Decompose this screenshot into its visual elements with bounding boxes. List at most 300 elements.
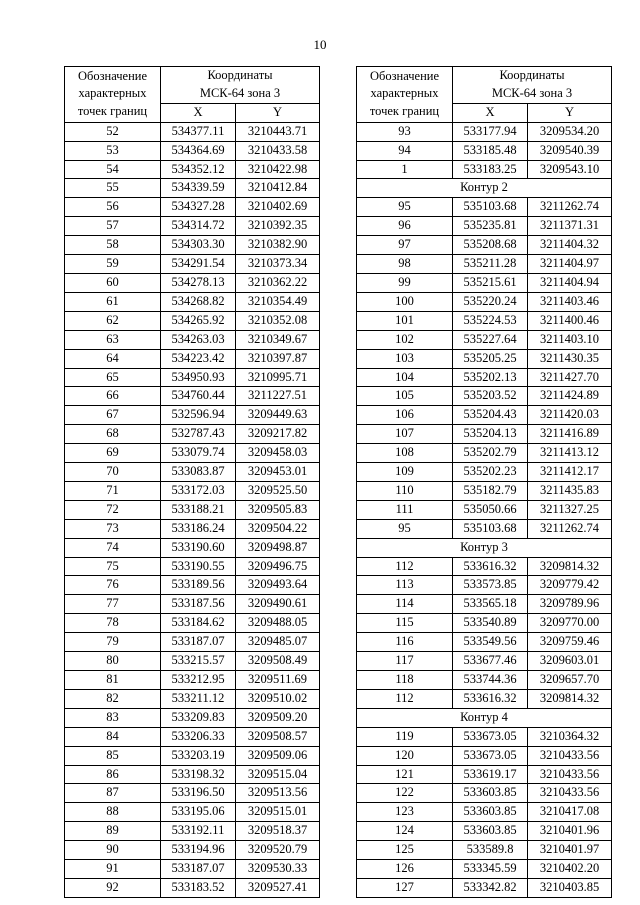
y-coordinate-cell: 3209520.79 [236, 841, 320, 860]
point-number-cell: 74 [65, 538, 161, 557]
x-coordinate-cell: 533603.85 [453, 784, 528, 803]
x-coordinate-cell: 534223.42 [161, 349, 236, 368]
point-number-cell: 77 [65, 595, 161, 614]
y-coordinate-cell: 3210392.35 [236, 217, 320, 236]
point-number-cell: 98 [357, 255, 453, 274]
header-line: характерных [370, 86, 439, 101]
x-coordinate-cell: 533177.94 [453, 122, 528, 141]
table-row [357, 481, 612, 500]
x-coordinate-cell: 533186.24 [161, 519, 236, 538]
y-coordinate-cell: 3211412.17 [528, 463, 612, 482]
point-number-cell: 106 [357, 406, 453, 425]
point-number-cell: 82 [65, 689, 161, 708]
y-coordinate-cell: 3209540.39 [528, 141, 612, 160]
x-coordinate-cell: 533206.33 [161, 727, 236, 746]
table-row [65, 784, 320, 803]
x-coordinate-cell: 534950.93 [161, 368, 236, 387]
x-coordinate-cell: 533673.05 [453, 727, 528, 746]
table-row [65, 217, 320, 236]
table-row [357, 689, 612, 708]
y-coordinate-cell: 3210364.32 [528, 727, 612, 746]
y-coordinate-cell: 3209217.82 [236, 425, 320, 444]
y-coordinate-cell: 3209509.20 [236, 708, 320, 727]
x-coordinate-cell: 533172.03 [161, 481, 236, 500]
y-coordinate-cell: 3211403.10 [528, 330, 612, 349]
point-designation-header [65, 67, 161, 123]
contour-row [357, 538, 612, 557]
table-row [65, 330, 320, 349]
point-number-cell: 81 [65, 671, 161, 690]
x-coordinate-cell: 533549.56 [453, 633, 528, 652]
y-coordinate-cell: 3209493.64 [236, 576, 320, 595]
x-coordinate-cell: 533196.50 [161, 784, 236, 803]
y-coordinate-cell: 3211227.51 [236, 387, 320, 406]
header-line: Обозначение [77, 68, 148, 83]
y-coordinate-cell: 3209530.33 [236, 860, 320, 879]
point-number-cell: 73 [65, 519, 161, 538]
y-coordinate-cell: 3210433.56 [528, 765, 612, 784]
x-coordinate-cell: 533619.17 [453, 765, 528, 784]
table-row [65, 368, 320, 387]
point-number-cell: 108 [357, 444, 453, 463]
x-coordinate-cell: 534278.13 [161, 273, 236, 292]
table-row [65, 179, 320, 198]
x-coordinate-cell: 535235.81 [453, 217, 528, 236]
x-coordinate-cell: 533194.96 [161, 841, 236, 860]
x-coordinate-cell: 533211.12 [161, 689, 236, 708]
point-number-cell: 120 [357, 746, 453, 765]
x-coordinate-cell: 534268.82 [161, 292, 236, 311]
y-coordinate-cell: 3210422.98 [236, 160, 320, 179]
coordinates-header [161, 67, 320, 104]
point-number-cell: 66 [65, 387, 161, 406]
y-coordinate-cell: 3209505.83 [236, 500, 320, 519]
x-coordinate-cell: 532596.94 [161, 406, 236, 425]
x-coordinate-cell: 533203.19 [161, 746, 236, 765]
table-row [357, 198, 612, 217]
table-row [357, 444, 612, 463]
x-coordinate-cell: 533198.32 [161, 765, 236, 784]
y-coordinate-cell: 3210412.84 [236, 179, 320, 198]
point-number-cell: 122 [357, 784, 453, 803]
x-coordinate-cell: 533342.82 [453, 878, 528, 897]
table-row [357, 463, 612, 482]
point-number-cell: 61 [65, 292, 161, 311]
y-coordinate-cell: 3211327.25 [528, 500, 612, 519]
x-coordinate-cell: 533345.59 [453, 860, 528, 879]
x-coordinate-cell: 534263.03 [161, 330, 236, 349]
table-row [65, 765, 320, 784]
table-row [357, 273, 612, 292]
y-coordinate-cell: 3210433.56 [528, 784, 612, 803]
point-number-cell: 1 [357, 160, 453, 179]
y-coordinate-cell: 3209770.00 [528, 614, 612, 633]
y-coordinate-cell: 3209504.22 [236, 519, 320, 538]
table-row [357, 387, 612, 406]
x-coordinate-cell: 533190.60 [161, 538, 236, 557]
point-number-cell: 86 [65, 765, 161, 784]
table-row [65, 689, 320, 708]
x-coordinate-cell: 535204.13 [453, 425, 528, 444]
point-number-cell: 93 [357, 122, 453, 141]
point-number-cell: 56 [65, 198, 161, 217]
table-row [65, 822, 320, 841]
table-row [65, 671, 320, 690]
point-number-cell: 91 [65, 860, 161, 879]
x-coordinate-cell: 535220.24 [453, 292, 528, 311]
x-coordinate-cell: 533083.87 [161, 463, 236, 482]
y-coordinate-cell: 3211404.97 [528, 255, 612, 274]
point-number-cell: 104 [357, 368, 453, 387]
x-coordinate-cell: 533744.36 [453, 671, 528, 690]
y-coordinate-cell: 3211413.12 [528, 444, 612, 463]
point-number-cell: 107 [357, 425, 453, 444]
point-number-cell: 121 [357, 765, 453, 784]
y-coordinate-cell: 3210352.08 [236, 311, 320, 330]
y-coordinate-cell: 3209509.06 [236, 746, 320, 765]
x-coordinate-cell: 533187.56 [161, 595, 236, 614]
point-number-cell: 113 [357, 576, 453, 595]
y-coordinate-cell: 3211427.70 [528, 368, 612, 387]
table-row [357, 860, 612, 879]
point-number-cell: 126 [357, 860, 453, 879]
point-number-cell: 58 [65, 236, 161, 255]
x-coordinate-cell: 533183.52 [161, 878, 236, 897]
x-coordinate-cell: 535203.52 [453, 387, 528, 406]
table-row [65, 122, 320, 141]
point-number-cell: 63 [65, 330, 161, 349]
x-coordinate-cell: 535211.28 [453, 255, 528, 274]
x-coordinate-cell: 535202.13 [453, 368, 528, 387]
x-coordinate-cell: 535103.68 [453, 198, 528, 217]
table-row [65, 746, 320, 765]
point-number-cell: 57 [65, 217, 161, 236]
point-number-cell: 83 [65, 708, 161, 727]
point-number-cell: 95 [357, 519, 453, 538]
x-coordinate-cell: 535050.66 [453, 500, 528, 519]
header-line: точек границ [369, 104, 440, 119]
point-number-cell: 89 [65, 822, 161, 841]
table-row [65, 255, 320, 274]
point-number-cell: 64 [65, 349, 161, 368]
table-row [357, 425, 612, 444]
header-line: точек границ [77, 104, 148, 119]
x-coordinate-cell: 533188.21 [161, 500, 236, 519]
x-coordinate-cell: 535204.43 [453, 406, 528, 425]
x-coordinate-cell: 533616.32 [453, 689, 528, 708]
coordinates-table-right [356, 66, 612, 898]
x-coordinate-cell: 533673.05 [453, 746, 528, 765]
table-row [357, 217, 612, 236]
y-header: Y [528, 103, 612, 122]
table-row [357, 652, 612, 671]
point-number-cell: 100 [357, 292, 453, 311]
y-coordinate-cell: 3210382.90 [236, 236, 320, 255]
table-row [357, 727, 612, 746]
y-coordinate-cell: 3211403.46 [528, 292, 612, 311]
point-number-cell: 95 [357, 198, 453, 217]
y-coordinate-cell: 3210401.97 [528, 841, 612, 860]
contour-label: Контур 4 [357, 708, 612, 727]
table-row [357, 841, 612, 860]
y-coordinate-cell: 3209508.49 [236, 652, 320, 671]
point-number-cell: 78 [65, 614, 161, 633]
x-coordinate-cell: 533187.07 [161, 633, 236, 652]
point-number-cell: 99 [357, 273, 453, 292]
point-number-cell: 55 [65, 179, 161, 198]
table-row [65, 425, 320, 444]
y-coordinate-cell: 3211371.31 [528, 217, 612, 236]
y-coordinate-cell: 3209515.04 [236, 765, 320, 784]
point-number-cell: 103 [357, 349, 453, 368]
point-number-cell: 127 [357, 878, 453, 897]
y-coordinate-cell: 3211420.03 [528, 406, 612, 425]
y-coordinate-cell: 3209779.42 [528, 576, 612, 595]
y-coordinate-cell: 3209488.05 [236, 614, 320, 633]
y-coordinate-cell: 3210373.34 [236, 255, 320, 274]
point-number-cell: 80 [65, 652, 161, 671]
x-coordinate-cell: 533187.07 [161, 860, 236, 879]
header-line: Координаты [499, 68, 565, 82]
point-number-cell: 125 [357, 841, 453, 860]
point-number-cell: 110 [357, 481, 453, 500]
x-coordinate-cell: 533573.85 [453, 576, 528, 595]
table-row [65, 387, 320, 406]
point-number-cell: 60 [65, 273, 161, 292]
table-row [65, 406, 320, 425]
y-coordinate-cell: 3211435.83 [528, 481, 612, 500]
table-row [357, 557, 612, 576]
point-number-cell: 112 [357, 689, 453, 708]
x-coordinate-cell: 534265.92 [161, 311, 236, 330]
point-number-cell: 92 [65, 878, 161, 897]
point-number-cell: 90 [65, 841, 161, 860]
y-coordinate-cell: 3209449.63 [236, 406, 320, 425]
coordinates-header [453, 67, 612, 104]
table-row [65, 841, 320, 860]
table-row [357, 519, 612, 538]
coordinates-table-left [64, 66, 320, 898]
contour-row [357, 179, 612, 198]
point-number-cell: 65 [65, 368, 161, 387]
y-coordinate-cell: 3209458.03 [236, 444, 320, 463]
y-coordinate-cell: 3209518.37 [236, 822, 320, 841]
point-number-cell: 117 [357, 652, 453, 671]
x-coordinate-cell: 533677.46 [453, 652, 528, 671]
y-coordinate-cell: 3210433.58 [236, 141, 320, 160]
table-row [65, 444, 320, 463]
y-coordinate-cell: 3210354.49 [236, 292, 320, 311]
y-coordinate-cell: 3210401.96 [528, 822, 612, 841]
header-line: Обозначение [369, 68, 440, 83]
table-row [65, 878, 320, 897]
y-coordinate-cell: 3210995.71 [236, 368, 320, 387]
y-coordinate-cell: 3210417.08 [528, 803, 612, 822]
y-coordinate-cell: 3209510.02 [236, 689, 320, 708]
table-row [65, 349, 320, 368]
y-coordinate-cell: 3209525.50 [236, 481, 320, 500]
y-coordinate-cell: 3209527.41 [236, 878, 320, 897]
point-number-cell: 75 [65, 557, 161, 576]
y-coordinate-cell: 3210433.56 [528, 746, 612, 765]
point-number-cell: 101 [357, 311, 453, 330]
table-row [65, 236, 320, 255]
y-coordinate-cell: 3209814.32 [528, 557, 612, 576]
table-row [357, 311, 612, 330]
y-coordinate-cell: 3209490.61 [236, 595, 320, 614]
table-row [65, 292, 320, 311]
x-coordinate-cell: 533209.83 [161, 708, 236, 727]
y-coordinate-cell: 3211404.94 [528, 273, 612, 292]
table-row [357, 803, 612, 822]
table-row [65, 727, 320, 746]
x-coordinate-cell: 533079.74 [161, 444, 236, 463]
point-number-cell: 124 [357, 822, 453, 841]
y-coordinate-cell: 3209496.75 [236, 557, 320, 576]
table-row [65, 652, 320, 671]
y-coordinate-cell: 3211430.35 [528, 349, 612, 368]
x-coordinate-cell: 534303.30 [161, 236, 236, 255]
page-number: 10 [313, 37, 327, 52]
table-row [65, 519, 320, 538]
point-number-cell: 59 [65, 255, 161, 274]
table-row [357, 614, 612, 633]
point-number-cell: 62 [65, 311, 161, 330]
table-row [357, 236, 612, 255]
point-number-cell: 54 [65, 160, 161, 179]
table-row [65, 198, 320, 217]
table-row [65, 557, 320, 576]
x-coordinate-cell: 535182.79 [453, 481, 528, 500]
point-designation-header [357, 67, 453, 123]
point-number-cell: 79 [65, 633, 161, 652]
y-coordinate-cell: 3211262.74 [528, 198, 612, 217]
y-coordinate-cell: 3211404.32 [528, 236, 612, 255]
table-row [65, 538, 320, 557]
point-number-cell: 88 [65, 803, 161, 822]
x-coordinate-cell: 535205.25 [453, 349, 528, 368]
header-line: характерных [78, 86, 147, 101]
table-row [357, 822, 612, 841]
y-coordinate-cell: 3209543.10 [528, 160, 612, 179]
x-coordinate-cell: 534339.59 [161, 179, 236, 198]
y-coordinate-cell: 3209508.57 [236, 727, 320, 746]
x-coordinate-cell: 535202.79 [453, 444, 528, 463]
y-coordinate-cell: 3209485.07 [236, 633, 320, 652]
table-row [65, 141, 320, 160]
table-row [65, 633, 320, 652]
x-coordinate-cell: 533603.85 [453, 803, 528, 822]
x-coordinate-cell: 535224.53 [453, 311, 528, 330]
table-row [65, 500, 320, 519]
header-line: МСК-64 зона 3 [199, 85, 281, 100]
table-row [65, 860, 320, 879]
point-number-cell: 53 [65, 141, 161, 160]
table-row [357, 878, 612, 897]
y-coordinate-cell: 3210397.87 [236, 349, 320, 368]
table-row [65, 614, 320, 633]
point-number-cell: 105 [357, 387, 453, 406]
x-header: X [453, 103, 528, 122]
point-number-cell: 119 [357, 727, 453, 746]
y-coordinate-cell: 3211262.74 [528, 519, 612, 538]
y-coordinate-cell: 3209515.01 [236, 803, 320, 822]
x-coordinate-cell: 533212.95 [161, 671, 236, 690]
contour-label: Контур 2 [357, 179, 612, 198]
table-row [65, 595, 320, 614]
x-coordinate-cell: 534352.12 [161, 160, 236, 179]
table-row [65, 708, 320, 727]
x-coordinate-cell: 535103.68 [453, 519, 528, 538]
table-row [65, 160, 320, 179]
table-row [357, 406, 612, 425]
y-coordinate-cell: 3209789.96 [528, 595, 612, 614]
table-row [65, 803, 320, 822]
x-coordinate-cell: 534364.69 [161, 141, 236, 160]
table-row [65, 463, 320, 482]
point-number-cell: 72 [65, 500, 161, 519]
contour-row [357, 708, 612, 727]
x-coordinate-cell: 533616.32 [453, 557, 528, 576]
y-coordinate-cell: 3209759.46 [528, 633, 612, 652]
header-line: МСК-64 зона 3 [491, 85, 573, 100]
point-number-cell: 67 [65, 406, 161, 425]
x-coordinate-cell: 533540.89 [453, 614, 528, 633]
y-coordinate-cell: 3210403.85 [528, 878, 612, 897]
y-coordinate-cell: 3209657.70 [528, 671, 612, 690]
table-row [357, 368, 612, 387]
y-coordinate-cell: 3209814.32 [528, 689, 612, 708]
table-row [65, 481, 320, 500]
table-row [357, 255, 612, 274]
point-number-cell: 94 [357, 141, 453, 160]
point-number-cell: 87 [65, 784, 161, 803]
x-coordinate-cell: 534327.28 [161, 198, 236, 217]
table-row [357, 784, 612, 803]
contour-label: Контур 3 [357, 538, 612, 557]
table-row [357, 122, 612, 141]
table-row [357, 500, 612, 519]
y-coordinate-cell: 3209513.56 [236, 784, 320, 803]
y-coordinate-cell: 3211416.89 [528, 425, 612, 444]
y-coordinate-cell: 3210443.71 [236, 122, 320, 141]
point-number-cell: 112 [357, 557, 453, 576]
y-coordinate-cell: 3209511.69 [236, 671, 320, 690]
point-number-cell: 114 [357, 595, 453, 614]
x-coordinate-cell: 533184.62 [161, 614, 236, 633]
point-number-cell: 70 [65, 463, 161, 482]
x-header: X [161, 103, 236, 122]
x-coordinate-cell: 534314.72 [161, 217, 236, 236]
x-coordinate-cell: 534291.54 [161, 255, 236, 274]
x-coordinate-cell: 533190.55 [161, 557, 236, 576]
y-coordinate-cell: 3211424.89 [528, 387, 612, 406]
point-number-cell: 68 [65, 425, 161, 444]
table-row [357, 633, 612, 652]
table-row [357, 330, 612, 349]
y-coordinate-cell: 3209498.87 [236, 538, 320, 557]
y-header: Y [236, 103, 320, 122]
point-number-cell: 84 [65, 727, 161, 746]
x-coordinate-cell: 533195.06 [161, 803, 236, 822]
x-coordinate-cell: 533183.25 [453, 160, 528, 179]
point-number-cell: 69 [65, 444, 161, 463]
x-coordinate-cell: 533189.56 [161, 576, 236, 595]
table-row [357, 292, 612, 311]
table-row [357, 576, 612, 595]
point-number-cell: 102 [357, 330, 453, 349]
x-coordinate-cell: 533565.18 [453, 595, 528, 614]
